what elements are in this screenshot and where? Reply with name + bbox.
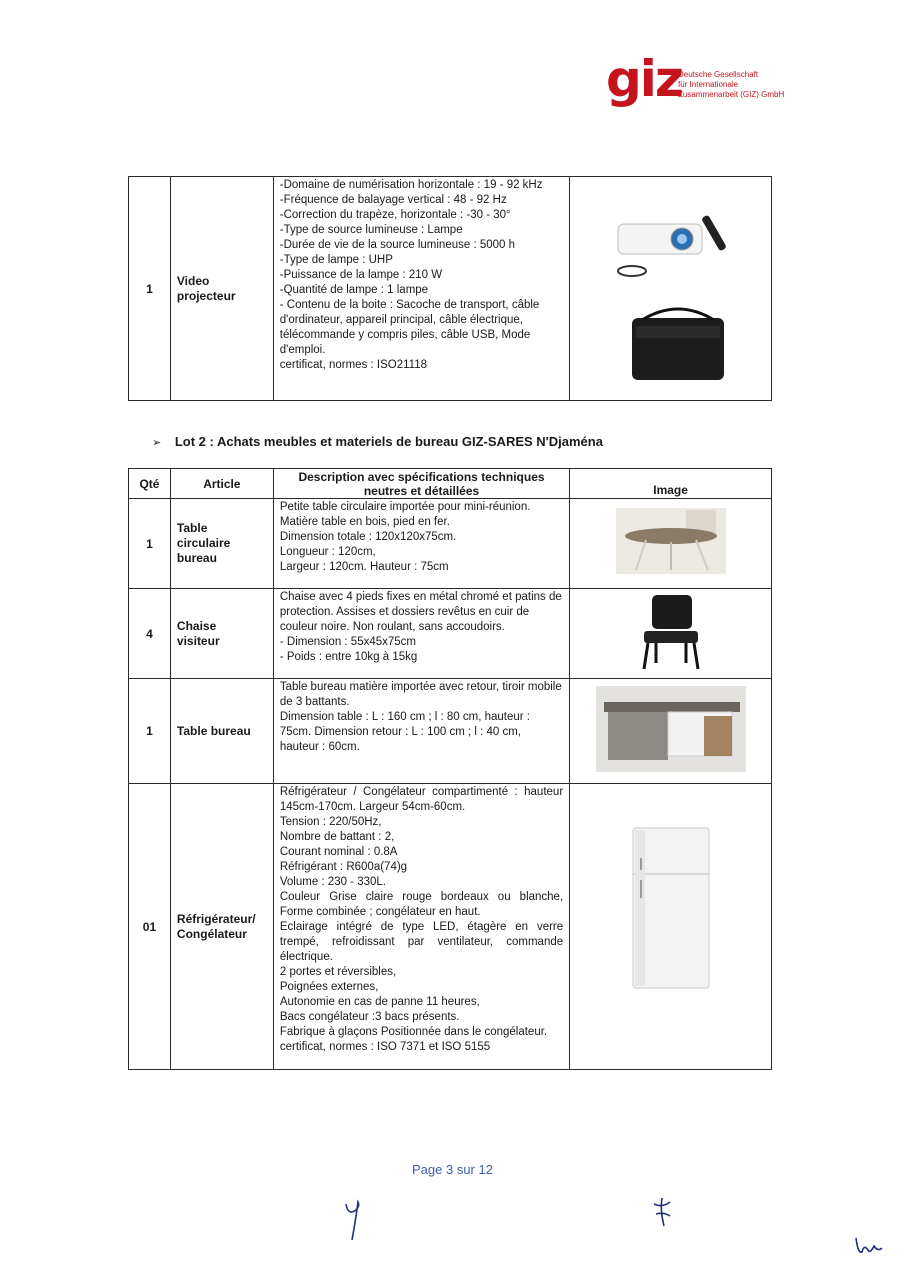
desc-line: -Correction du trapèze, horizontale : -30 - 30° (279, 209, 511, 221)
article-line: Réfrigérateur/ (176, 911, 256, 926)
row-image (570, 177, 772, 401)
desc-line: Réfrigérant : R600a(74)g (279, 861, 408, 873)
row-article (170, 499, 273, 589)
giz-logo-line: für Internationale (678, 80, 739, 89)
desc-line: Poignées externes, (279, 981, 379, 993)
desc-line: - Dimension : 55x45x75cm (279, 636, 417, 648)
desc-line: Couleur Grise claire rouge bordeaux ou blanche, Forme combinée ; congélateur en haut. (279, 891, 564, 918)
desc-line: Réfrigérateur / Congélateur compartimenté : hauteur 145cm-170cm. Largeur 54cm-60cm. (279, 786, 564, 813)
desc-line: -Domaine de numérisation horizontale : 19 - 92 kHz (279, 179, 543, 191)
projector-image (596, 186, 746, 386)
desc-line: Tension : 220/50Hz, (279, 816, 382, 828)
desc-line: 2 portes et réversibles, (279, 966, 397, 978)
desc-line: Fabrique à glaçons Positionnée dans le congélateur. (279, 1026, 548, 1038)
desc-line: Chaise avec 4 pieds fixes en métal chromé et patins de protection. Assises et dossiers revêtus en cuir de (279, 591, 562, 618)
desc-line: Longueur : 120cm, (279, 546, 376, 558)
desc-line: -Puissance de la lampe : 210 W (279, 269, 443, 281)
desc-line: certificat, normes : ISO21118 (279, 359, 427, 371)
initial-mark-2 (648, 1196, 678, 1230)
initial-mark-3 (852, 1234, 886, 1260)
desc-line: -Type de source lumineuse : Lampe (279, 224, 463, 236)
row-qty: 01 (129, 784, 171, 1070)
row-image (570, 784, 772, 1070)
row-article (170, 679, 273, 784)
row-description (273, 499, 569, 589)
desc-line: Nombre de battant : 2, (279, 831, 395, 843)
desc-line: Matière table en bois, pied en fer. (279, 516, 450, 528)
header-description (273, 469, 569, 499)
desc-line: Dimension table : L : 160 cm ; l : 80 cm, hauteur : 75cm. Dimension retour : L : 100 cm ; l : 40 cm, hauteur : 60cm. (279, 711, 530, 753)
header-article: Article (170, 469, 273, 499)
page-number: Page 3 sur 12 (412, 1162, 493, 1177)
article-line: Table (176, 521, 208, 535)
bullet-arrow: ➢ (152, 437, 162, 449)
lot2-heading (152, 434, 603, 449)
header-desc-line: Description avec spécifications techniques (298, 469, 545, 484)
desc-line: Petite table circulaire importée pour mini-réunion. (279, 501, 531, 513)
row-description (273, 589, 569, 679)
desc-line: Autonomie en cas de panne 11 heures, (279, 996, 480, 1008)
row-article (170, 589, 273, 679)
row-image (570, 499, 772, 589)
row-image (570, 679, 772, 784)
lot2-table (128, 468, 772, 1070)
article-line: Congélateur (176, 926, 247, 941)
desc-line: -Type de lampe : UHP (279, 254, 393, 266)
desc-line: - Poids : entre 10kg à 15kg (279, 651, 418, 663)
header-image: Image (570, 469, 772, 499)
row-article (170, 784, 273, 1070)
article-line: visiteur (176, 633, 220, 648)
row-article (170, 177, 273, 401)
lot2-heading-text: Lot 2 : Achats meubles et materiels de bureau GIZ-SARES N'Djaména (174, 434, 603, 449)
table-header-row (129, 469, 772, 499)
desc-line: - Contenu de la boite : Sacoche de transport, câble d'ordinateur, appareil principal, câble électrique, télécommande y compris piles, câble USB, Mode d'emploi. (279, 299, 540, 356)
lot1-table (128, 176, 772, 401)
row-description (273, 784, 569, 1070)
round-table-image (616, 508, 726, 574)
row-qty: 4 (129, 589, 171, 679)
office-desk-image (596, 686, 746, 772)
visitor-chair-image (626, 591, 716, 671)
desc-line: Bacs congélateur :3 bacs présents. (279, 1011, 460, 1023)
desc-line: Volume : 230 - 330L. (279, 876, 386, 888)
article-line: Chaise (176, 618, 217, 633)
giz-logo-text (678, 70, 784, 100)
row-image (570, 589, 772, 679)
table-row (129, 784, 772, 1070)
article-line: Table bureau (176, 723, 251, 738)
header-desc-line: neutres et détaillées (363, 483, 480, 498)
row-description (273, 679, 569, 784)
giz-logo-line: Zusammenarbeit (GIZ) GmbH (678, 90, 785, 99)
table-row (129, 679, 772, 784)
desc-line: -Quantité de lampe : 1 lampe (279, 284, 429, 296)
article-line: bureau (176, 551, 217, 565)
desc-line: Largeur : 120cm. Hauteur : 75cm (279, 561, 449, 573)
desc-line: Courant nominal : 0.8A (279, 846, 398, 858)
desc-line: Table bureau matière importée avec retour, tiroir mobile de 3 battants. (279, 681, 562, 708)
giz-logo-line: Deutsche Gesellschaft (678, 70, 759, 79)
desc-line: -Durée de vie de la source lumineuse : 5000 h (279, 239, 516, 251)
desc-line: -Fréquence de balayage vertical : 48 - 92 Hz (279, 194, 507, 206)
fridge-image (621, 824, 721, 994)
row-qty: 1 (129, 499, 171, 589)
header-qty: Qté (129, 469, 171, 499)
table-row (129, 499, 772, 589)
table-row (129, 177, 772, 401)
giz-logo (606, 50, 826, 118)
desc-line: Eclairage intégré de type LED, étagère en verre trempé, refroidissant par ventilateur, commande électrique. (279, 921, 564, 963)
desc-line: couleur noire. Non roulant, sans accoudoirs. (279, 621, 505, 633)
article-line: circulaire (176, 536, 231, 550)
article-line: Video (176, 273, 210, 288)
giz-logo-word: giz (606, 50, 683, 108)
article-line: projecteur (176, 288, 236, 303)
initial-mark-1 (340, 1196, 370, 1246)
row-description (273, 177, 569, 401)
table-row (129, 589, 772, 679)
desc-line: Dimension totale : 120x120x75cm. (279, 531, 457, 543)
row-qty: 1 (129, 679, 171, 784)
row-qty: 1 (129, 177, 171, 401)
desc-line: certificat, normes : ISO 7371 et ISO 5155 (279, 1041, 491, 1053)
